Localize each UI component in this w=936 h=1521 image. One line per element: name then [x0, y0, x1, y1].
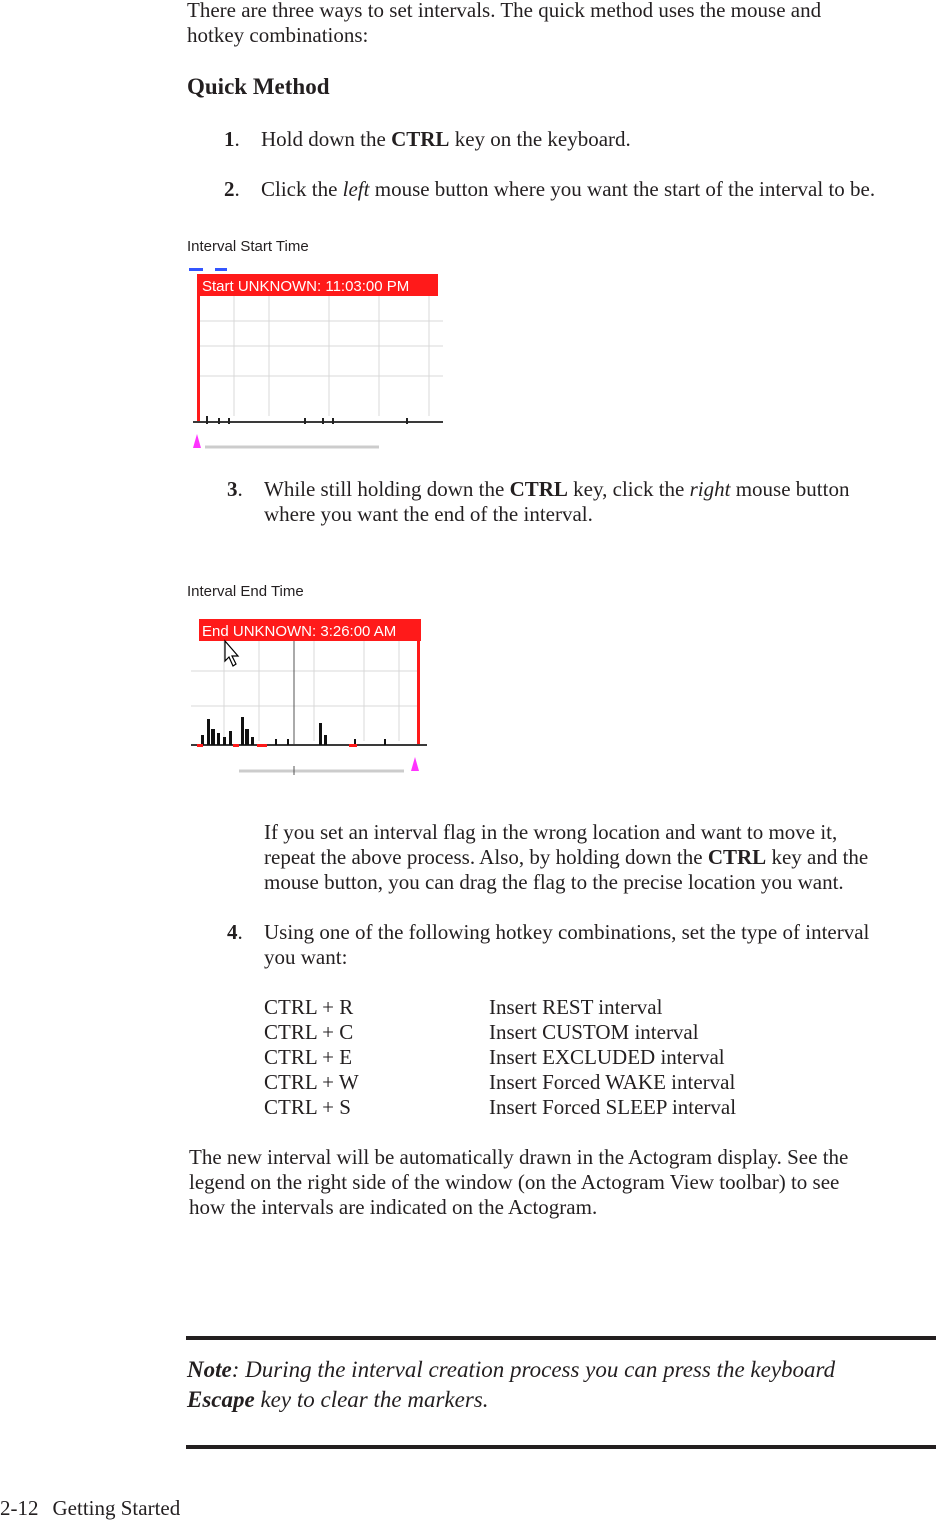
step-2-number: 2. [224, 177, 240, 201]
note-line-2: Escape key to clear the markers. [187, 1387, 489, 1412]
closing-line-1: The new interval will be automatically drawn in the Actogram display. See the [189, 1145, 849, 1169]
end-flag-label: End UNKNOWN: 3:26:00 AM [202, 623, 397, 640]
move-para-line-3: mouse button, you can drag the flag to the precise location you want. [264, 870, 844, 894]
step-3-text-line-1: While still holding down the CTRL key, click the right mouse button [264, 477, 850, 501]
note-top-rule [186, 1336, 936, 1340]
closing-line-2: legend on the right side of the window (on the Actogram View toolbar) to see [189, 1170, 840, 1194]
page-footer [0, 1496, 180, 1521]
move-para-line-1: If you set an interval flag in the wrong location and want to move it, [264, 820, 838, 844]
section-heading: Quick Method [187, 74, 330, 99]
hotkey-action: Insert EXCLUDED interval [489, 1045, 725, 1069]
step-1-number: 1. [224, 127, 240, 151]
section-name: Getting Started [52, 1496, 181, 1520]
note-bottom-rule [186, 1445, 936, 1449]
step-4-text-line-2: you want: [264, 945, 348, 969]
closing-line-3: how the intervals are indicated on the Actogram. [189, 1195, 598, 1219]
hotkey-action: Insert REST interval [489, 995, 663, 1019]
step-3-number: 3. [227, 477, 243, 501]
figure-start-caption: Interval Start Time [187, 238, 309, 255]
hotkey-key: CTRL + S [264, 1095, 351, 1119]
hotkey-key: CTRL + C [264, 1020, 354, 1044]
step-2-text: Click the left mouse button where you want the start of the interval to be. [261, 177, 876, 201]
page-number: 2-12 [0, 1496, 39, 1520]
note-line-1: Note: During the interval creation process you can press the keyboard [187, 1357, 836, 1382]
hotkey-action: Insert Forced WAKE interval [489, 1070, 736, 1094]
step-4-text-line-1: Using one of the following hotkey combinations, set the type of interval [264, 920, 870, 944]
step-1-text: Hold down the CTRL key on the keyboard. [261, 127, 631, 151]
hotkey-key: CTRL + E [264, 1045, 353, 1069]
figure-end-caption: Interval End Time [187, 583, 304, 600]
start-flag-label: Start UNKNOWN: 11:03:00 PM [202, 278, 410, 295]
move-para-line-2: repeat the above process. Also, by holding down the CTRL key and the [264, 845, 869, 869]
interval-start-screenshot [189, 266, 445, 452]
intro-line-2: hotkey combinations: [187, 23, 369, 47]
step-3-text-line-2: where you want the end of the interval. [264, 502, 593, 526]
interval-end-screenshot [189, 611, 435, 775]
hotkey-key: CTRL + R [264, 995, 354, 1019]
hotkey-action: Insert Forced SLEEP interval [489, 1095, 737, 1119]
intro-line-1: There are three ways to set intervals. The quick method uses the mouse and [187, 0, 822, 22]
hotkey-key: CTRL + W [264, 1070, 359, 1094]
step-4-number: 4. [227, 920, 243, 944]
hotkey-action: Insert CUSTOM interval [489, 1020, 699, 1044]
